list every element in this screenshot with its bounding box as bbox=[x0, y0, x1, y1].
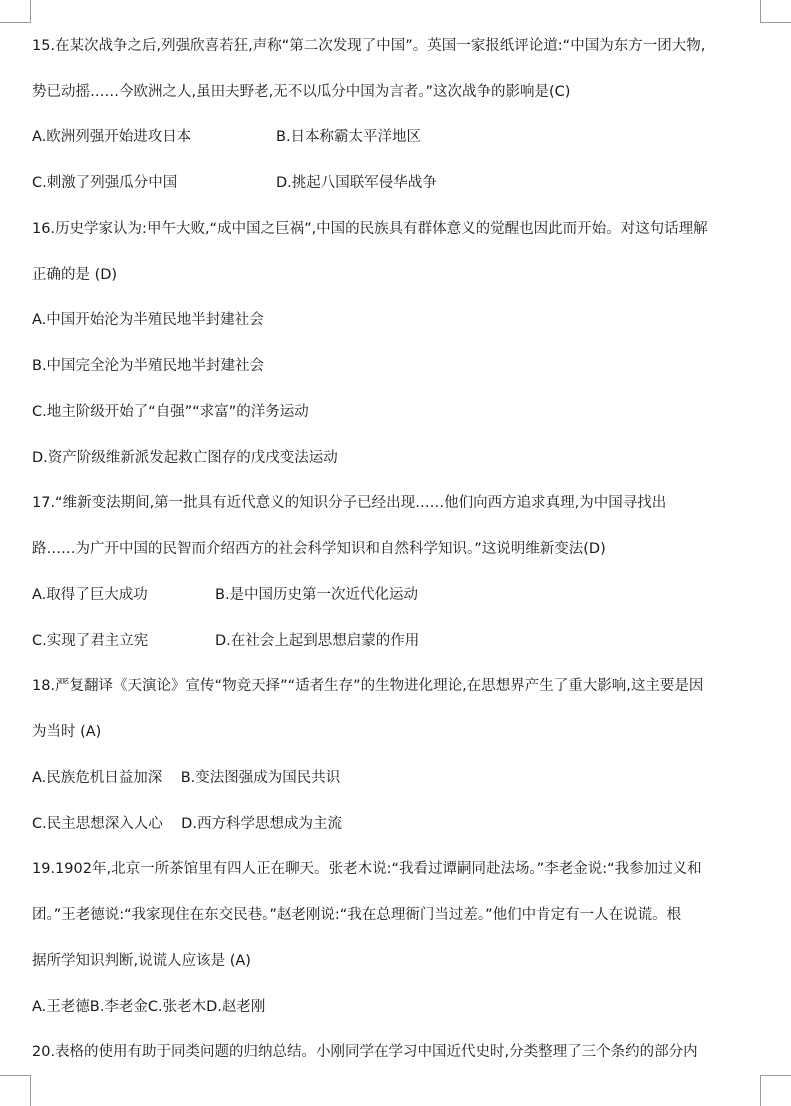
q17-option-c: C.实现了君主立宪 bbox=[32, 633, 149, 649]
q19-stem-line-3: 据所学知识判断,说谎人应该是 (A) bbox=[32, 953, 251, 969]
q16-stem-line-1: 16.历史学家认为:甲午大败,“成中国之巨祸”,中国的民族具有群体意义的觉醒也因此而开始。对这句话理解 bbox=[32, 221, 708, 237]
q17-stem-line-2: 路……为广开中国的民智而介绍西方的社会科学知识和自然科学知识。”这说明维新变法(D) bbox=[32, 541, 606, 557]
q17-option-d: D.在社会上起到思想启蒙的作用 bbox=[215, 633, 420, 649]
q19-stem-line-1: 19.1902年,北京一所茶馆里有四人正在聊天。张老木说:“我看过谭嗣同赴法场。”李老金说:“我参加过义和 bbox=[32, 861, 702, 877]
page-corner-mark-top-right bbox=[760, 0, 791, 23]
q16-stem-line-2: 正确的是 (D) bbox=[32, 267, 118, 283]
q17-stem-line-1: 17.“维新变法期间,第一批具有近代意义的知识分子已经出现……他们向西方追求真理,为中国寻找出 bbox=[32, 495, 667, 511]
q15-stem-line-2: 势已动摇……今欧洲之人,虽田夫野老,无不以瓜分中国为言者。”这次战争的影响是(C) bbox=[32, 84, 571, 100]
q18-options-c-d: C.民主思想深入人心 D.西方科学思想成为主流 bbox=[32, 816, 342, 832]
page-corner-mark-top-left bbox=[0, 0, 31, 23]
page-corner-mark-bottom-right bbox=[760, 1075, 791, 1106]
q19-stem-line-2: 团。”王老德说:“我家现住在东交民巷。”赵老刚说:“我在总理衙门当过差。”他们中肯定有一人在说谎。根 bbox=[32, 907, 682, 923]
q16-option-a: A.中国开始沦为半殖民地半封建社会 bbox=[32, 312, 264, 328]
q20-stem-line-1: 20.表格的使用有助于同类问题的归纳总结。小刚同学在学习中国近代史时,分类整理了三个条约的部分内 bbox=[32, 1044, 698, 1060]
q15-stem-line-1: 15.在某次战争之后,列强欣喜若狂,声称“第二次发现了中国”。英国一家报纸评论道:“中国为东方一团大物, bbox=[32, 38, 706, 54]
page-corner-mark-bottom-left bbox=[0, 1075, 31, 1106]
q15-option-b: B.日本称霸太平洋地区 bbox=[276, 129, 422, 145]
q15-option-d: D.挑起八国联军侵华战争 bbox=[276, 175, 437, 191]
q17-option-b: B.是中国历史第一次近代化运动 bbox=[215, 587, 419, 603]
q18-stem-line-1: 18.严复翻译《天演论》宣传“物竞天择”“适者生存”的生物进化理论,在思想界产生了重大影响,这主要是因 bbox=[32, 678, 704, 694]
q15-option-a: A.欧洲列强开始进攻日本 bbox=[32, 129, 192, 145]
q18-options-a-b: A.民族危机日益加深 B.变法图强成为国民共识 bbox=[32, 770, 341, 786]
q16-option-b: B.中国完全沦为半殖民地半封建社会 bbox=[32, 358, 265, 374]
q17-option-a: A.取得了巨大成功 bbox=[32, 587, 148, 603]
q15-option-c: C.刺激了列强瓜分中国 bbox=[32, 175, 178, 191]
q19-options: A.王老德B.李老金C.张老木D.赵老刚 bbox=[32, 999, 266, 1015]
q16-option-c: C.地主阶级开始了“自强”“求富”的洋务运动 bbox=[32, 404, 309, 420]
q18-stem-line-2: 为当时 (A) bbox=[32, 724, 102, 740]
q16-option-d: D.资产阶级维新派发起救亡图存的戊戌变法运动 bbox=[32, 450, 338, 466]
